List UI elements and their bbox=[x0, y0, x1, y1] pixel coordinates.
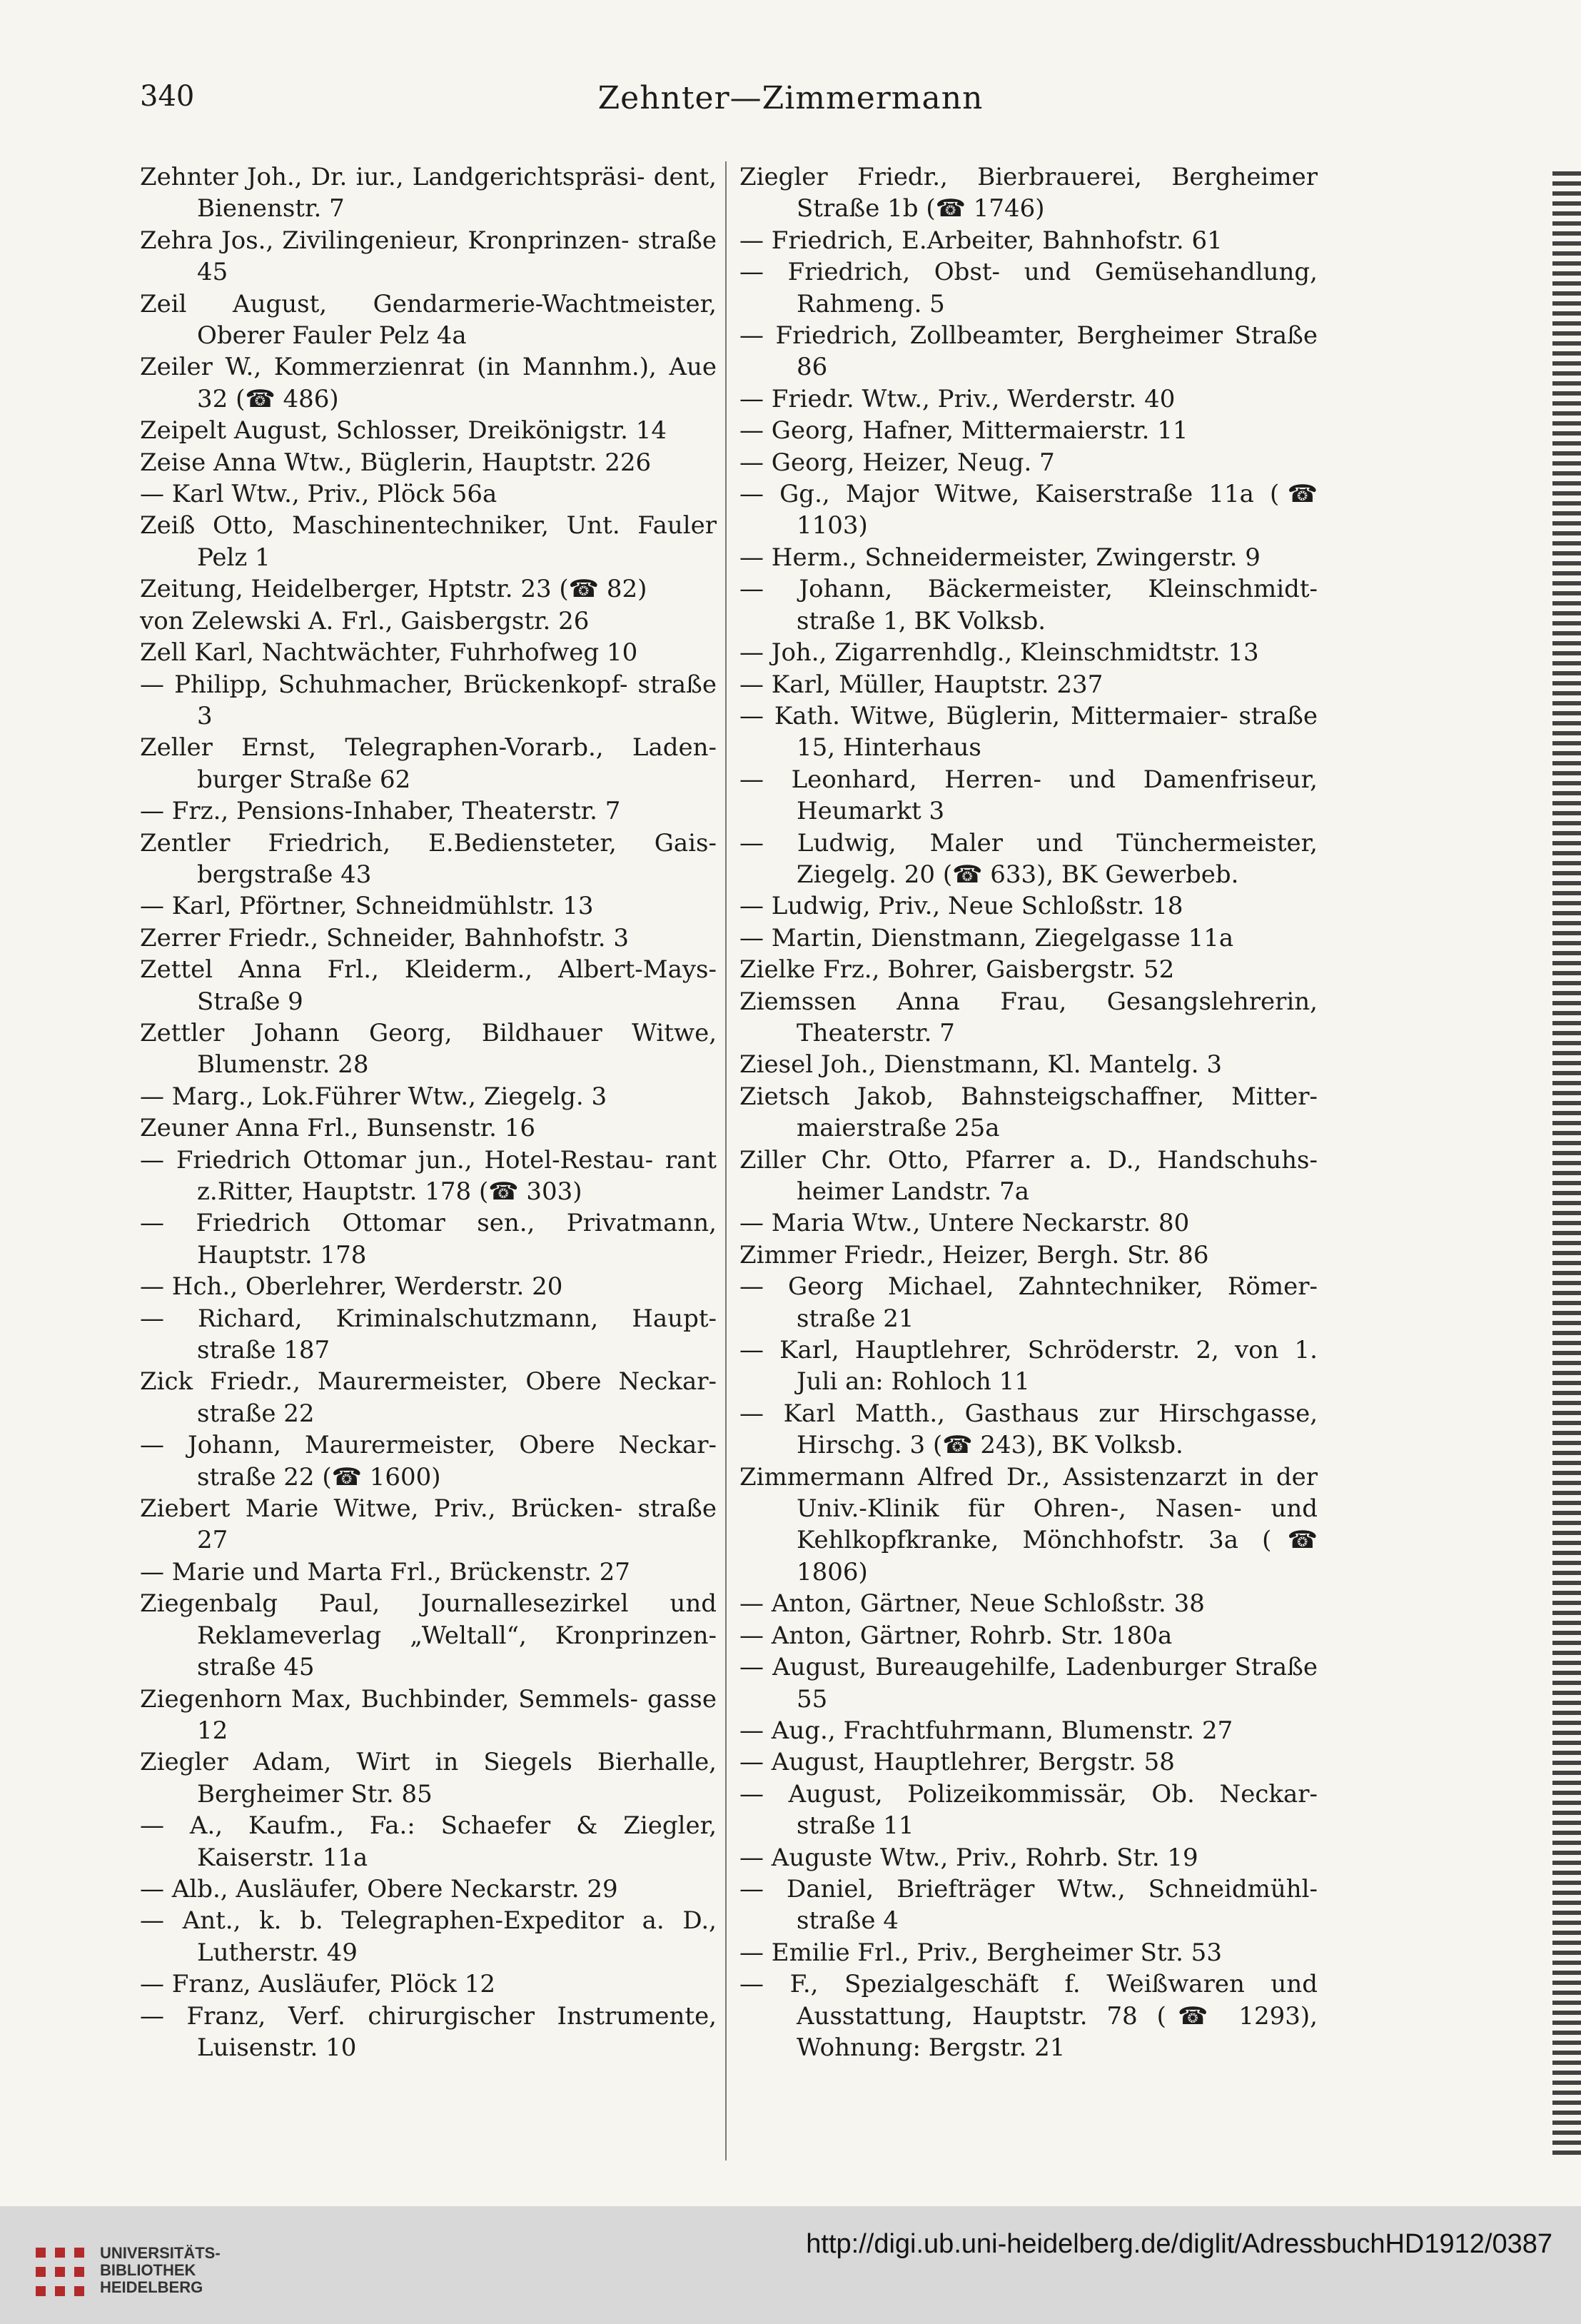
directory-entry: Ziesel Joh., Dienstmann, Kl. Mantelg. 3 bbox=[739, 1050, 1223, 1080]
directory-entry: Zerrer Friedr., Schneider, Bahnhofstr. 3 bbox=[140, 923, 629, 952]
directory-entry: Ziegenhorn Max, Buchbinder, Semmels- gasse 12 bbox=[140, 1684, 717, 1745]
directory-entry: Zeise Anna Wtw., Büglerin, Hauptstr. 226 bbox=[140, 448, 652, 477]
directory-entry: von Zelewski A. Frl., Gaisbergstr. 26 bbox=[140, 606, 590, 635]
directory-entry: — Friedrich Ottomar sen., Privatmann, Hauptstr. 178 bbox=[140, 1209, 717, 1269]
running-head: Zehnter—Zimmermann bbox=[597, 80, 984, 116]
directory-entry: Zietsch Jakob, Bahnsteigschaffner, Mitter- maierstraße 25a bbox=[739, 1082, 1318, 1143]
directory-entry: Ziegenbalg Paul, Journallesezirkel und Reklameverlag „Weltall“, Kronprinzen- straße 45 bbox=[140, 1589, 717, 1682]
directory-entry: Zeiß Otto, Maschinentechniker, Unt. Fauler Pelz 1 bbox=[140, 511, 717, 572]
directory-entry: Zentler Friedrich, E.Bediensteter, Gais- bergstraße 43 bbox=[140, 828, 717, 889]
scan-edge bbox=[1552, 171, 1581, 2156]
footer-bar bbox=[0, 2206, 1581, 2324]
directory-entry: — Anton, Gärtner, Neue Schloßstr. 38 bbox=[739, 1589, 1205, 1619]
directory-entry: Zielke Frz., Bohrer, Gaisbergstr. 52 bbox=[739, 955, 1175, 985]
directory-entry: Zimmer Friedr., Heizer, Bergh. Str. 86 bbox=[739, 1240, 1209, 1269]
directory-entry: — Georg, Heizer, Neug. 7 bbox=[739, 448, 1055, 477]
directory-entry: — Kath. Witwe, Büglerin, Mittermaier- straße 15, Hinterhaus bbox=[739, 701, 1318, 763]
directory-entry: — Franz, Ausläufer, Plöck 12 bbox=[140, 1970, 496, 1999]
directory-entry: Zeipelt August, Schlosser, Dreikönigstr. 14 bbox=[140, 416, 667, 446]
directory-entry: Zehra Jos., Zivilingenieur, Kronprinzen- straße 45 bbox=[140, 226, 717, 287]
directory-entry: — Johann, Bäckermeister, Kleinschmidt- straße 1, BK Volksb. bbox=[739, 575, 1318, 635]
directory-entry: Ziegler Friedr., Bierbrauerei, Bergheimer Straße 1b (☎ 1746) bbox=[739, 163, 1318, 223]
directory-entry: — Alb., Ausläufer, Obere Neckarstr. 29 bbox=[140, 1874, 618, 1903]
directory-entry: — Friedrich, E.Arbeiter, Bahnhofstr. 61 bbox=[739, 226, 1223, 255]
library-name-line: BIBLIOTHEK bbox=[100, 2261, 196, 2279]
directory-entry: — Anton, Gärtner, Rohrb. Str. 180a bbox=[739, 1621, 1173, 1650]
directory-entry: Zeuner Anna Frl., Bunsenstr. 16 bbox=[140, 1114, 536, 1143]
directory-entry: — Emilie Frl., Priv., Bergheimer Str. 53 bbox=[739, 1938, 1222, 1967]
directory-entry: — August, Bureaugehilfe, Ladenburger Straße 55 bbox=[739, 1653, 1318, 1714]
directory-entry: — Herm., Schneidermeister, Zwingerstr. 9 bbox=[739, 543, 1261, 572]
directory-entry: — Karl Matth., Gasthaus zur Hirschgasse, Hirschg. 3 (☎ 243), BK Volksb. bbox=[739, 1399, 1318, 1460]
directory-entry: Zehnter Joh., Dr. iur., Landgerichtspräsi- dent, Bienenstr. 7 bbox=[140, 163, 717, 223]
left-column bbox=[140, 161, 717, 2063]
directory-entry: Zettel Anna Frl., Kleiderm., Albert-Mays- Straße 9 bbox=[140, 955, 717, 1016]
directory-entry: — Johann, Maurermeister, Obere Neckar- straße 22 (☎ 1600) bbox=[140, 1431, 717, 1492]
directory-entry: — Karl, Pförtner, Schneidmühlstr. 13 bbox=[140, 892, 594, 921]
directory-entry: Zeller Ernst, Telegraphen-Vorarb., Laden- burger Straße 62 bbox=[140, 733, 717, 794]
directory-entry: — Frz., Pensions-Inhaber, Theaterstr. 7 bbox=[140, 797, 621, 826]
page-number: 340 bbox=[140, 80, 195, 113]
directory-entry: — F., Spezialgeschäft f. Weißwaren und Ausstattung, Hauptstr. 78 (☎ 1293), Wohnung: Bergstr. 21 bbox=[739, 1970, 1318, 2062]
directory-entry: — Auguste Wtw., Priv., Rohrb. Str. 19 bbox=[739, 1843, 1198, 1872]
directory-entry: — August, Polizeikommissär, Ob. Neckar- straße 11 bbox=[739, 1779, 1318, 1841]
directory-entry: Zeiler W., Kommerzienrat (in Mannhm.), Aue 32 (☎ 486) bbox=[140, 353, 717, 413]
directory-entry: — Marie und Marta Frl., Brückenstr. 27 bbox=[140, 1557, 630, 1586]
directory-entry: Ziebert Marie Witwe, Priv., Brücken- straße 27 bbox=[140, 1494, 717, 1555]
directory-entry: — Franz, Verf. chirurgischer Instrumente, Luisenstr. 10 bbox=[140, 2001, 717, 2062]
directory-entry: — Friedrich, Obst- und Gemüsehandlung, Rahmeng. 5 bbox=[739, 258, 1318, 318]
directory-entry: Zeitung, Heidelberger, Hptstr. 23 (☎ 82) bbox=[140, 575, 647, 604]
directory-entry: — Ant., k. b. Telegraphen-Expeditor a. D., Lutherstr. 49 bbox=[140, 1906, 717, 1967]
directory-entry: Zell Karl, Nachtwächter, Fuhrhofweg 10 bbox=[140, 638, 638, 668]
directory-entry: — A., Kaufm., Fa.: Schaefer & Ziegler, Kaiserstr. 11a bbox=[140, 1811, 717, 1872]
directory-entry: — Joh., Zigarrenhdlg., Kleinschmidtstr. 13 bbox=[739, 638, 1259, 668]
directory-entry: — Leonhard, Herren- und Damenfriseur, Heumarkt 3 bbox=[739, 765, 1318, 826]
directory-entry: — Richard, Kriminalschutzmann, Haupt- straße 187 bbox=[140, 1304, 717, 1365]
column-divider bbox=[725, 161, 727, 2160]
directory-entry: Ziegler Adam, Wirt in Siegels Bierhalle, Bergheimer Str. 85 bbox=[140, 1748, 717, 1809]
directory-entry: — Gg., Major Witwe, Kaiserstraße 11a (☎ 1103) bbox=[739, 480, 1318, 540]
directory-entry: — Friedr. Wtw., Priv., Werderstr. 40 bbox=[739, 384, 1176, 413]
directory-entry: — Ludwig, Priv., Neue Schloßstr. 18 bbox=[739, 892, 1183, 921]
directory-entry: — Friedrich Ottomar jun., Hotel-Restau- rant z.Ritter, Hauptstr. 178 (☎ 303) bbox=[140, 1145, 717, 1206]
directory-entry: Zettler Johann Georg, Bildhauer Witwe, Blumenstr. 28 bbox=[140, 1018, 717, 1080]
directory-entry: — Karl, Müller, Hauptstr. 237 bbox=[739, 670, 1103, 699]
directory-entry: Zimmermann Alfred Dr., Assistenzarzt in der Univ.-Klinik für Ohren-, Nasen- und Kehlkopfkranke, Mönchhofstr. 3a (☎ 1806) bbox=[739, 1462, 1318, 1586]
directory-entry: — August, Hauptlehrer, Bergstr. 58 bbox=[739, 1748, 1175, 1777]
directory-entry: Ziemssen Anna Frau, Gesangslehrerin, Theaterstr. 7 bbox=[739, 987, 1318, 1047]
library-name bbox=[100, 2245, 221, 2296]
source-url-link[interactable]: http://digi.ub.uni-heidelberg.de/diglit/AdressbuchHD1912/0387 bbox=[806, 2229, 1552, 2259]
library-name-line: HEIDELBERG bbox=[100, 2278, 203, 2296]
directory-entry: — Hch., Oberlehrer, Werderstr. 20 bbox=[140, 1272, 563, 1302]
directory-entry: Zick Friedr., Maurermeister, Obere Neckar- straße 22 bbox=[140, 1367, 717, 1428]
directory-entry: — Friedrich, Zollbeamter, Bergheimer Straße 86 bbox=[739, 321, 1318, 382]
directory-entry: Ziller Chr. Otto, Pfarrer a. D., Handschuhs- heimer Landstr. 7a bbox=[739, 1145, 1318, 1206]
library-name-line: UNIVERSITÄTS- bbox=[100, 2244, 221, 2262]
directory-entry: — Maria Wtw., Untere Neckarstr. 80 bbox=[739, 1209, 1190, 1238]
directory-entry: Zeil August, Gendarmerie-Wachtmeister, Oberer Fauler Pelz 4a bbox=[140, 289, 717, 351]
directory-entry: — Marg., Lok.Führer Wtw., Ziegelg. 3 bbox=[140, 1082, 607, 1111]
library-logo-icon bbox=[31, 2243, 89, 2300]
directory-entry: — Georg, Hafner, Mittermaierstr. 11 bbox=[739, 416, 1188, 446]
directory-entry: — Martin, Dienstmann, Ziegelgasse 11a bbox=[739, 923, 1234, 952]
directory-entry: — Daniel, Briefträger Wtw., Schneidmühl- straße 4 bbox=[739, 1874, 1318, 1936]
directory-entry: — Ludwig, Maler und Tünchermeister, Ziegelg. 20 (☎ 633), BK Gewerbeb. bbox=[739, 828, 1318, 889]
directory-entry: — Karl Wtw., Priv., Plöck 56a bbox=[140, 480, 497, 509]
directory-entry: — Georg Michael, Zahntechniker, Römer- straße 21 bbox=[739, 1272, 1318, 1333]
right-column bbox=[739, 161, 1318, 2063]
directory-entry: — Aug., Frachtfuhrmann, Blumenstr. 27 bbox=[739, 1716, 1233, 1745]
directory-entry: — Philipp, Schuhmacher, Brückenkopf- straße 3 bbox=[140, 670, 717, 730]
directory-entry: — Karl, Hauptlehrer, Schröderstr. 2, von 1. Juli an: Rohloch 11 bbox=[739, 1336, 1318, 1397]
